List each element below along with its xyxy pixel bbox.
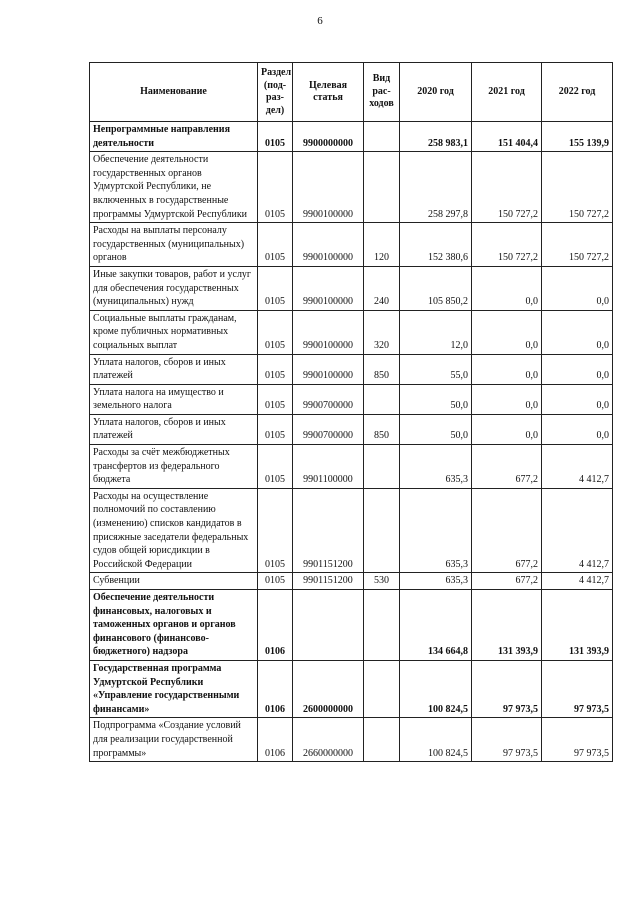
cell-type: [364, 152, 400, 223]
header-2021: 2021 год: [472, 63, 542, 122]
cell-y2021: 0,0: [472, 414, 542, 444]
cell-y2020: 258 983,1: [400, 122, 472, 152]
cell-type: 240: [364, 266, 400, 310]
table-row: [90, 414, 613, 444]
page-number: 6: [317, 15, 323, 27]
cell-y2022: 131 393,9: [542, 590, 613, 661]
cell-y2020: 50,0: [400, 384, 472, 414]
budget-table: [89, 62, 613, 762]
table-row: [90, 223, 613, 267]
cell-target: 9901151200: [293, 573, 364, 590]
cell-y2022: 0,0: [542, 310, 613, 354]
cell-y2020: 152 380,6: [400, 223, 472, 267]
table-row: [90, 384, 613, 414]
cell-target: 2600000000: [293, 660, 364, 717]
cell-section: 0106: [258, 718, 293, 762]
cell-y2022: 4 412,7: [542, 573, 613, 590]
table-row: [90, 122, 613, 152]
cell-name: Иные закупки товаров, работ и услуг для обеспечения государственных (муниципальных) нужд: [90, 266, 258, 310]
cell-type: [364, 384, 400, 414]
cell-type: [364, 122, 400, 152]
header-name: Наименование: [90, 63, 258, 122]
cell-target: 9900100000: [293, 310, 364, 354]
cell-type: [364, 488, 400, 573]
table-row: [90, 266, 613, 310]
cell-name: Расходы на выплаты персоналу государственных (муниципальных) органов: [90, 223, 258, 267]
cell-section: 0106: [258, 660, 293, 717]
cell-y2022: 150 727,2: [542, 152, 613, 223]
cell-name: Обеспечение деятельности финансовых, налоговых и таможенных органов и органов финансового (финансово-бюджетного) надзора: [90, 590, 258, 661]
cell-y2020: 12,0: [400, 310, 472, 354]
cell-target: 9901100000: [293, 445, 364, 489]
cell-y2020: 100 824,5: [400, 660, 472, 717]
cell-type: 850: [364, 354, 400, 384]
cell-section: 0105: [258, 384, 293, 414]
table-row: [90, 660, 613, 717]
cell-type: 850: [364, 414, 400, 444]
header-section: Раздел (под-раз-дел): [258, 63, 293, 122]
cell-y2021: 97 973,5: [472, 718, 542, 762]
cell-name: Расходы на осуществление полномочий по составлению (изменению) списков кандидатов в присяжные заседатели федеральных судов общей юрисдикции в Российской Федерации: [90, 488, 258, 573]
cell-section: 0105: [258, 223, 293, 267]
cell-type: [364, 718, 400, 762]
cell-type: 120: [364, 223, 400, 267]
cell-y2021: 0,0: [472, 310, 542, 354]
header-2020: 2020 год: [400, 63, 472, 122]
cell-target: 2660000000: [293, 718, 364, 762]
table-row: [90, 310, 613, 354]
table-row: [90, 152, 613, 223]
cell-y2021: 150 727,2: [472, 152, 542, 223]
cell-y2021: 677,2: [472, 488, 542, 573]
cell-section: 0105: [258, 488, 293, 573]
cell-type: [364, 590, 400, 661]
cell-section: 0105: [258, 266, 293, 310]
cell-target: 9900100000: [293, 152, 364, 223]
header-2022: 2022 год: [542, 63, 613, 122]
cell-section: 0105: [258, 122, 293, 152]
cell-type: 320: [364, 310, 400, 354]
cell-y2021: 0,0: [472, 354, 542, 384]
cell-y2022: 0,0: [542, 384, 613, 414]
table-header-row: [90, 63, 613, 122]
cell-section: 0106: [258, 590, 293, 661]
cell-y2022: 4 412,7: [542, 445, 613, 489]
cell-name: Непрограммные направления деятельности: [90, 122, 258, 152]
cell-y2022: 97 973,5: [542, 718, 613, 762]
cell-y2021: 0,0: [472, 266, 542, 310]
table-row: [90, 573, 613, 590]
cell-y2021: 0,0: [472, 384, 542, 414]
cell-section: 0105: [258, 354, 293, 384]
header-target: Целевая статья: [293, 63, 364, 122]
cell-name: Уплата налога на имущество и земельного налога: [90, 384, 258, 414]
cell-section: 0105: [258, 414, 293, 444]
cell-name: Уплата налогов, сборов и иных платежей: [90, 354, 258, 384]
cell-target: 9900100000: [293, 266, 364, 310]
cell-y2020: 55,0: [400, 354, 472, 384]
cell-name: Социальные выплаты гражданам, кроме публичных нормативных социальных выплат: [90, 310, 258, 354]
cell-y2022: 97 973,5: [542, 660, 613, 717]
cell-target: 9900100000: [293, 354, 364, 384]
table-row: [90, 445, 613, 489]
cell-y2021: 677,2: [472, 445, 542, 489]
cell-name: Субвенции: [90, 573, 258, 590]
cell-y2021: 150 727,2: [472, 223, 542, 267]
cell-y2020: 258 297,8: [400, 152, 472, 223]
cell-y2021: 151 404,4: [472, 122, 542, 152]
cell-section: 0105: [258, 573, 293, 590]
cell-y2022: 0,0: [542, 354, 613, 384]
cell-y2022: 0,0: [542, 414, 613, 444]
cell-target: 9900100000: [293, 223, 364, 267]
cell-y2020: 635,3: [400, 488, 472, 573]
cell-target: 9901151200: [293, 488, 364, 573]
cell-name: Расходы за счёт межбюджетных трансфертов из федерального бюджета: [90, 445, 258, 489]
cell-section: 0105: [258, 152, 293, 223]
cell-target: [293, 590, 364, 661]
cell-type: 530: [364, 573, 400, 590]
cell-y2020: 50,0: [400, 414, 472, 444]
cell-y2021: 97 973,5: [472, 660, 542, 717]
cell-y2022: 150 727,2: [542, 223, 613, 267]
cell-section: 0105: [258, 445, 293, 489]
cell-y2022: 4 412,7: [542, 488, 613, 573]
cell-type: [364, 445, 400, 489]
cell-y2021: 131 393,9: [472, 590, 542, 661]
cell-y2022: 0,0: [542, 266, 613, 310]
table-row: [90, 590, 613, 661]
cell-target: 9900700000: [293, 414, 364, 444]
cell-y2020: 635,3: [400, 445, 472, 489]
cell-y2020: 134 664,8: [400, 590, 472, 661]
cell-name: Уплата налогов, сборов и иных платежей: [90, 414, 258, 444]
cell-y2020: 635,3: [400, 573, 472, 590]
table-row: [90, 354, 613, 384]
table-row: [90, 718, 613, 762]
cell-y2021: 677,2: [472, 573, 542, 590]
cell-y2020: 105 850,2: [400, 266, 472, 310]
cell-target: 9900000000: [293, 122, 364, 152]
table-body: [90, 122, 613, 762]
cell-section: 0105: [258, 310, 293, 354]
cell-name: Обеспечение деятельности государственных органов Удмуртской Республики, не включенных в государственные программы Удмуртской Республики: [90, 152, 258, 223]
cell-y2020: 100 824,5: [400, 718, 472, 762]
cell-name: Государственная программа Удмуртской Республики «Управление государственными финансами»: [90, 660, 258, 717]
table-row: [90, 488, 613, 573]
cell-name: Подпрограмма «Создание условий для реализации государственной программы»: [90, 718, 258, 762]
header-type: Вид рас-ходов: [364, 63, 400, 122]
cell-type: [364, 660, 400, 717]
cell-target: 9900700000: [293, 384, 364, 414]
cell-y2022: 155 139,9: [542, 122, 613, 152]
